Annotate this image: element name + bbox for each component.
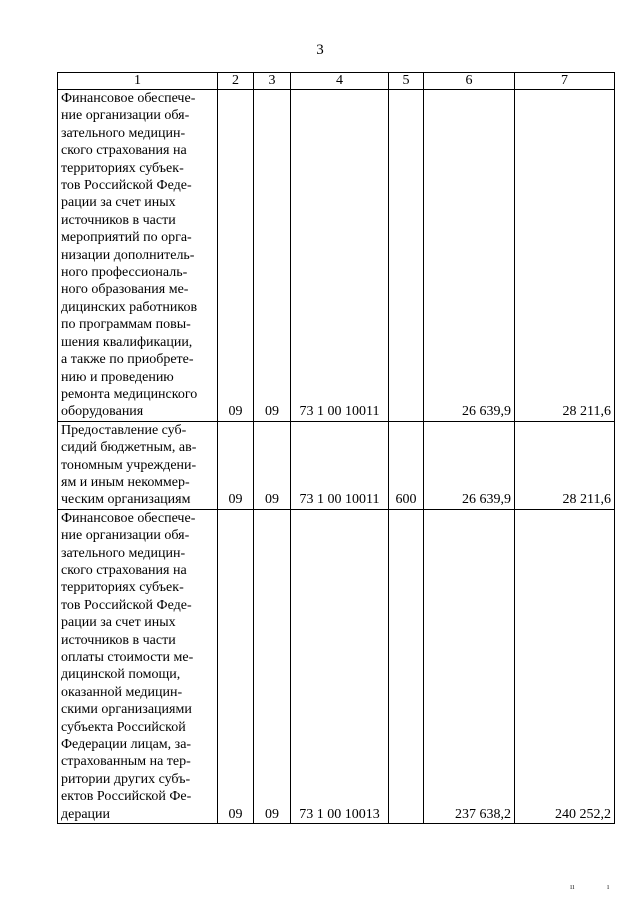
row-name-line: ритории других субъ-: [61, 771, 191, 787]
row-name-line: нию и проведению: [61, 369, 174, 385]
row-name-line: ектов Российской Фе-: [61, 789, 192, 805]
row-name-line: источников в части: [61, 632, 176, 648]
row-name-line: территориях субъек-: [61, 580, 184, 596]
row-name-line: Предоставление суб-: [61, 422, 187, 438]
row-name-line: страхованным на тер-: [61, 754, 191, 770]
subsection-code-cell: 09: [254, 421, 291, 509]
row-name-line: рации за счет иных: [61, 615, 176, 631]
row-name-line: зательного медицин-: [61, 545, 186, 561]
row-name-line: Федерации лицам, за-: [61, 737, 192, 753]
expense-type-cell: 600: [389, 421, 424, 509]
row-name-line: тономным учреждени-: [61, 457, 197, 473]
section-code-cell: 09: [218, 90, 254, 422]
row-name-line: субъекта Российской: [61, 719, 186, 735]
row-name-line: ного образования ме-: [61, 282, 189, 298]
row-name-line: Финансовое обеспече-: [61, 510, 196, 526]
page-number: 3: [316, 42, 324, 58]
header-col-6: 6: [424, 73, 515, 90]
row-name-line: территориях субъек-: [61, 160, 184, 176]
expense-type-cell: [389, 509, 424, 823]
row-name-line: ского страхования на: [61, 143, 187, 159]
row-name-line: зательного медицин-: [61, 125, 186, 141]
budget-table: [57, 72, 615, 824]
row-name-line: ского страхования на: [61, 562, 187, 578]
row-name-cell: [58, 509, 218, 823]
subsection-code-cell: 09: [254, 90, 291, 422]
footer-mark-2: ı: [607, 882, 610, 891]
subsection-code-cell: 09: [254, 509, 291, 823]
row-name-line: тов Российской Феде-: [61, 597, 192, 613]
row-name-line: ям и иным некоммер-: [61, 474, 190, 490]
row-name-line: рации за счет иных: [61, 195, 176, 211]
amount-year-1-cell: 237 638,2: [424, 509, 515, 823]
row-name-line: скими организациями: [61, 702, 192, 718]
row-name-line: ремонта медицинского: [61, 386, 198, 402]
header-col-7: 7: [515, 73, 615, 90]
expense-type-cell: [389, 90, 424, 422]
table-row: [58, 421, 615, 509]
table-row: [58, 90, 615, 422]
row-name-line: дерации: [61, 806, 111, 822]
target-article-cell: 73 1 00 10011: [291, 90, 389, 422]
amount-year-2-cell: 28 211,6: [515, 421, 615, 509]
row-name-line: ние организации обя-: [61, 108, 190, 124]
header-col-4: 4: [291, 73, 389, 90]
row-name-line: сидий бюджетным, ав-: [61, 440, 197, 456]
amount-year-2-cell: 240 252,2: [515, 509, 615, 823]
header-col-1: 1: [58, 73, 218, 90]
row-name-line: оборудования: [61, 404, 144, 420]
section-code-cell: 09: [218, 421, 254, 509]
row-name-line: ние организации обя-: [61, 528, 190, 544]
table-row: [58, 509, 615, 823]
header-col-2: 2: [218, 73, 254, 90]
row-name-line: по программам повы-: [61, 317, 191, 333]
footer-mark: ıı: [570, 882, 575, 891]
section-code-cell: 09: [218, 509, 254, 823]
row-name-cell: [58, 421, 218, 509]
row-name-line: мероприятий по орга-: [61, 230, 192, 246]
row-name-line: дицинских работников: [61, 299, 198, 315]
header-col-5: 5: [389, 73, 424, 90]
row-name-line: источников в части: [61, 212, 176, 228]
row-name-line: оказанной медицин-: [61, 684, 183, 700]
row-name-line: дицинской помощи,: [61, 667, 181, 683]
target-article-cell: 73 1 00 10013: [291, 509, 389, 823]
header-row: [58, 73, 615, 90]
target-article-cell: 73 1 00 10011: [291, 421, 389, 509]
amount-year-1-cell: 26 639,9: [424, 90, 515, 422]
row-name-line: ного профессиональ-: [61, 265, 188, 281]
amount-year-2-cell: 28 211,6: [515, 90, 615, 422]
row-name-line: Финансовое обеспече-: [61, 91, 196, 106]
row-name-line: ческим организациям: [61, 492, 191, 508]
header-col-3: 3: [254, 73, 291, 90]
row-name-line: оплаты стоимости ме-: [61, 650, 194, 665]
row-name-cell: [58, 90, 218, 422]
amount-year-1-cell: 26 639,9: [424, 421, 515, 509]
row-name-line: тов Российской Феде-: [61, 178, 192, 194]
row-name-line: низации дополнитель-: [61, 247, 195, 263]
row-name-line: а также по приобрете-: [61, 352, 194, 368]
row-name-line: шения квалификации,: [61, 334, 193, 350]
